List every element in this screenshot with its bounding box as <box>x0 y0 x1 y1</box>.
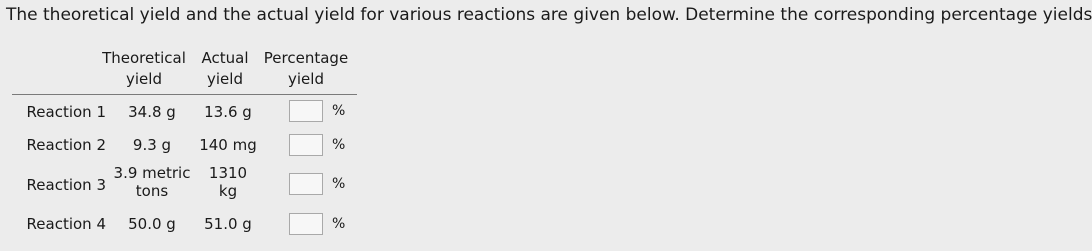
header-percentage-line-2: yield <box>288 70 324 88</box>
percentage-yield-input[interactable] <box>289 134 323 156</box>
actual-yield-value: 140 mg <box>199 136 257 154</box>
reaction-label: Reaction 2 <box>26 136 106 154</box>
actual-yield-line-1: 1310 <box>208 164 248 182</box>
table-row-reaction-4 <box>12 212 357 236</box>
reaction-label: Reaction 4 <box>26 215 106 233</box>
percent-unit: % <box>332 176 346 192</box>
theoretical-yield-value: 50.0 g <box>128 215 176 233</box>
theoretical-yield-line-2: tons <box>135 182 169 200</box>
header-percentage-yield <box>258 48 354 90</box>
theoretical-yield-value <box>108 164 196 200</box>
theoretical-yield-line-1: 3.9 metric <box>113 164 191 182</box>
reaction-label: Reaction 3 <box>26 176 106 194</box>
header-theoretical-line-1: Theoretical <box>102 49 186 67</box>
header-percentage-line-1: Percentage <box>263 49 349 67</box>
percentage-yield-input[interactable] <box>289 173 323 195</box>
header-actual-line-2: yield <box>207 70 243 88</box>
theoretical-yield-value: 34.8 g <box>128 103 176 121</box>
percentage-yield-input[interactable] <box>289 213 323 235</box>
actual-yield-value: 51.0 g <box>204 215 252 233</box>
header-divider <box>12 94 357 95</box>
header-actual-yield <box>195 48 255 90</box>
actual-yield-value: 13.6 g <box>204 103 252 121</box>
theoretical-yield-value: 9.3 g <box>132 136 172 154</box>
reaction-label: Reaction 1 <box>26 103 106 121</box>
header-theoretical-yield <box>98 48 190 90</box>
header-actual-line-1: Actual <box>201 49 249 67</box>
percent-unit: % <box>332 103 346 119</box>
header-theoretical-line-2: yield <box>126 70 162 88</box>
actual-yield-value <box>192 164 264 200</box>
table-row-reaction-2 <box>12 133 357 157</box>
table-row-reaction-1 <box>12 100 357 124</box>
actual-yield-line-2: kg <box>218 182 238 200</box>
percentage-yield-input[interactable] <box>289 100 323 122</box>
table-row-reaction-3 <box>12 164 357 206</box>
percent-unit: % <box>332 216 346 232</box>
percent-unit: % <box>332 137 346 153</box>
problem-prompt: The theoretical yield and the actual yield for various reactions are given below. Determine the corresponding percentage yields <box>6 5 1092 25</box>
